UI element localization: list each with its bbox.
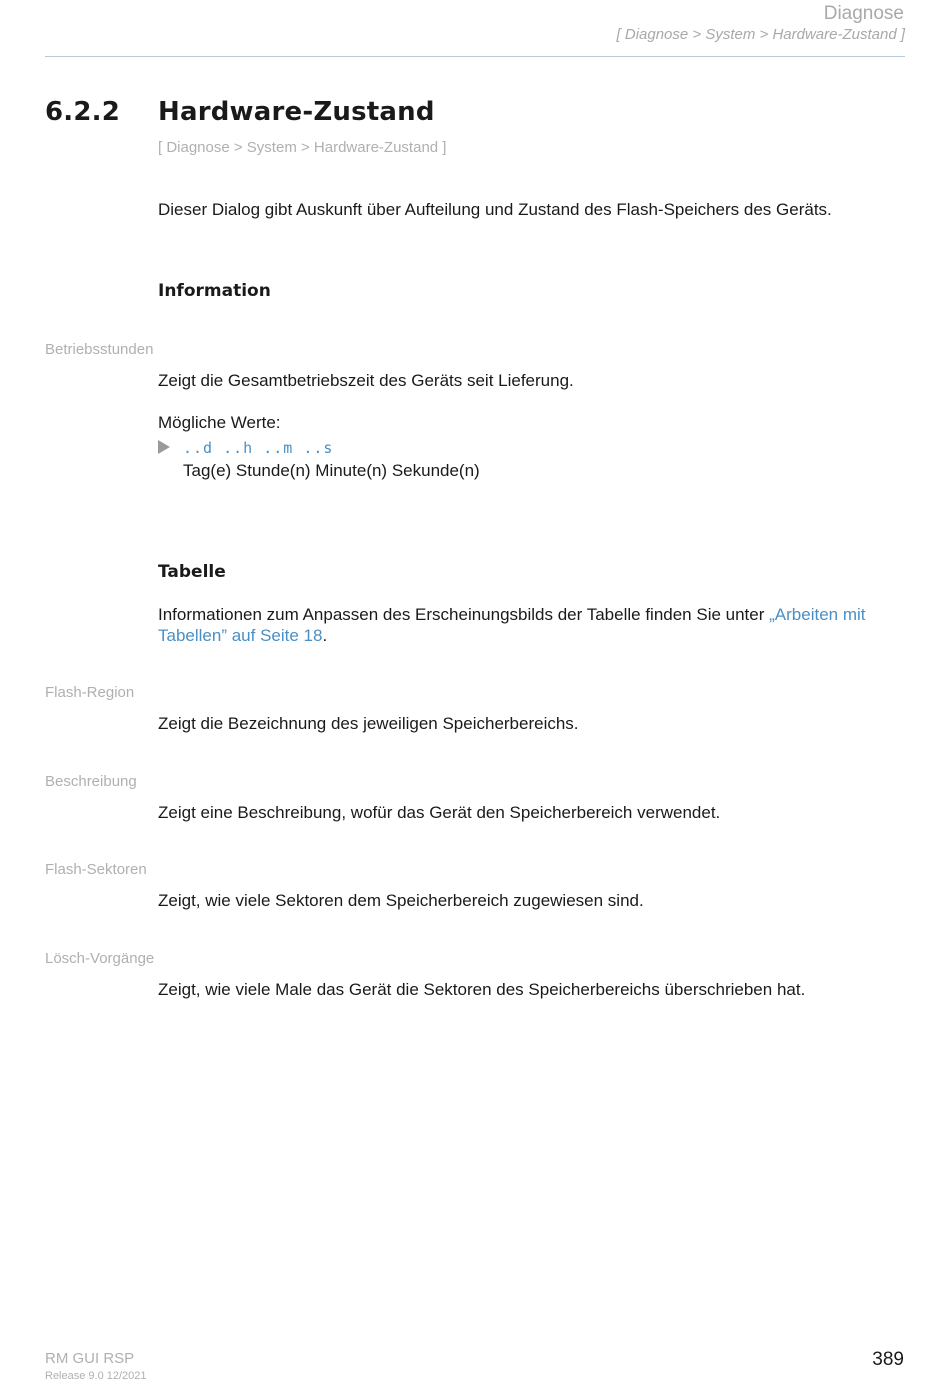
field-label-beschreibung: Beschreibung	[45, 773, 137, 790]
field-description-flash-region: Zeigt die Bezeichnung des jeweiligen Speicherbereichs.	[158, 714, 579, 733]
field-label-betriebsstunden: Betriebsstunden	[45, 341, 154, 358]
table-heading: Tabelle	[158, 562, 226, 582]
footer-release: Release 9.0 12/2021	[45, 1370, 147, 1382]
table-help-link[interactable]: „Arbeiten mit	[769, 605, 866, 624]
section-breadcrumb: [ Diagnose > System > Hardware-Zustand ]	[158, 139, 447, 156]
field-description-betriebsstunden: Zeigt die Gesamtbetriebszeit des Geräts seit Lieferung.	[158, 371, 574, 390]
value-code: ..d ..h ..m ..s	[183, 439, 334, 457]
table-info-paragraph	[158, 604, 898, 646]
information-heading: Information	[158, 281, 271, 301]
field-label-loesch-vorgaenge: Lösch-Vorgänge	[45, 950, 155, 967]
running-header-title: Diagnose	[823, 3, 904, 24]
field-description-loesch-vorgaenge: Zeigt, wie viele Male das Gerät die Sektoren des Speicherbereichs überschrieben hat.	[158, 980, 806, 999]
possible-values-label: Mögliche Werte:	[158, 413, 281, 432]
header-divider	[45, 56, 905, 57]
triangle-bullet-icon	[158, 440, 170, 454]
table-info-text: Informationen zum Anpassen des Erscheinungsbilds der Tabelle finden Sie unter	[158, 605, 770, 624]
page-number: 389	[872, 1349, 904, 1370]
field-description-flash-sektoren: Zeigt, wie viele Sektoren dem Speicherbereich zugewiesen sind.	[158, 891, 644, 910]
table-help-link-continued[interactable]: Tabellen” auf Seite 18	[158, 626, 323, 645]
value-description: Tag(e) Stunde(n) Minute(n) Sekunde(n)	[183, 461, 480, 480]
section-title: Hardware-Zustand	[158, 97, 435, 127]
running-header-path: [ Diagnose > System > Hardware-Zustand ]	[616, 26, 905, 43]
field-description-beschreibung: Zeigt eine Beschreibung, wofür das Gerät den Speicherbereich verwendet.	[158, 803, 721, 822]
field-label-flash-region: Flash-Region	[45, 684, 135, 701]
section-number: 6.2.2	[45, 97, 121, 127]
table-info-suffix: .	[322, 626, 328, 645]
footer-product: RM GUI RSP	[45, 1350, 135, 1367]
field-label-flash-sektoren: Flash-Sektoren	[45, 861, 147, 878]
section-intro: Dieser Dialog gibt Auskunft über Aufteilung und Zustand des Flash-Speichers des Geräts.	[158, 200, 832, 219]
